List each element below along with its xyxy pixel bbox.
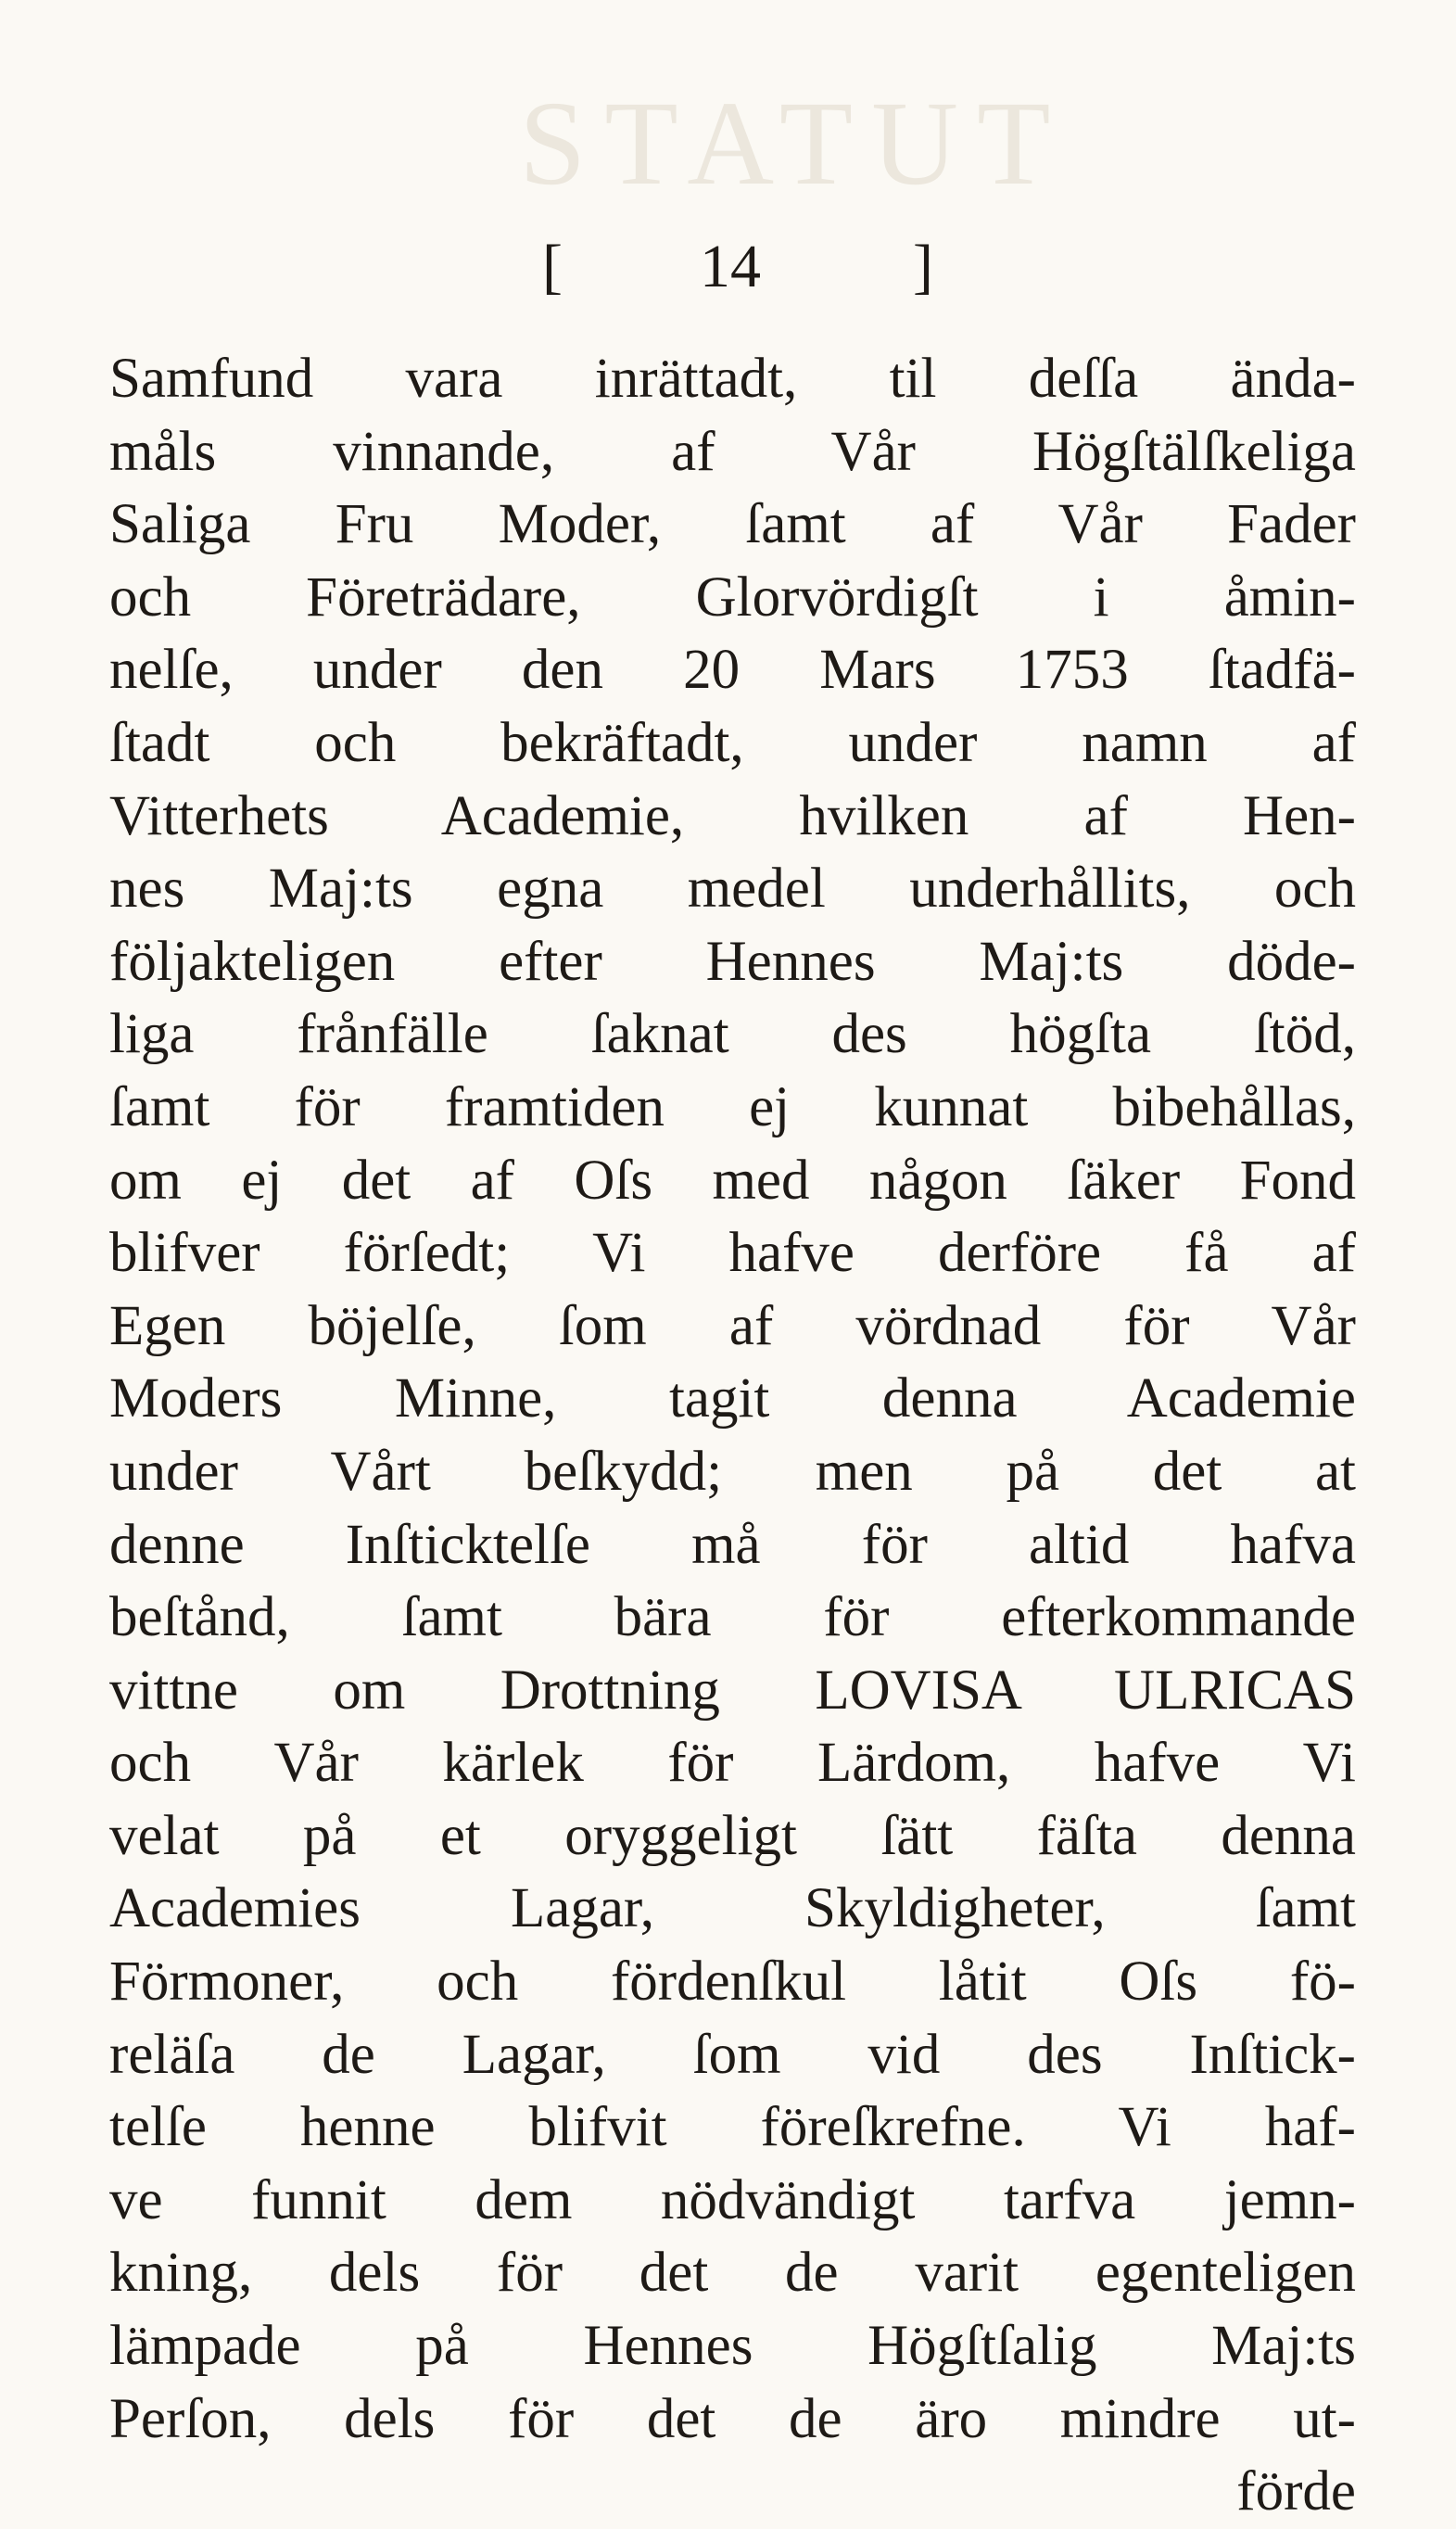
body-text	[109, 343, 1356, 2529]
text-line: liga frånfälle ſaknat des högſta ſtöd,	[109, 1003, 1356, 1066]
text-line: Förmoner, och fördenſkul låtit Oſs fö-	[109, 1951, 1356, 2014]
text-line: Saliga Fru Moder, ſamt af Vår Fader	[109, 493, 1356, 556]
text-line: beſtånd, ſamt bära för efterkommande	[109, 1586, 1356, 1649]
text-line: Samfund vara inrättadt, til deſſa ända-	[109, 348, 1356, 410]
text-line: kning, dels för det de varit egenteligen	[109, 2242, 1356, 2305]
text-line: reläſa de Lagar, ſom vid des Inſtick-	[109, 2023, 1356, 2086]
text-line: telſe henne blifvit föreſkrefne. Vi haf-	[109, 2096, 1356, 2159]
text-line: förde	[1236, 2460, 1356, 2523]
text-line: och Företrädare, Glorvördigſt i åmin-	[109, 566, 1356, 629]
text-line: Vitterhets Academie, hvilken af Hen-	[109, 784, 1356, 847]
text-line: nes Maj:ts egna medel underhållits, och	[109, 858, 1356, 921]
text-line: nelſe, under den 20 Mars 1753 ſtadfä-	[109, 639, 1356, 702]
show-through-text: STATUT	[519, 77, 1070, 210]
text-line: Egen böjelſe, ſom af vördnad för Vår	[109, 1294, 1356, 1357]
text-line: Academies Lagar, Skyldigheter, ſamt	[109, 1877, 1356, 1940]
text-line: om ej det af Oſs med någon ſäker Fond	[109, 1149, 1356, 1212]
text-line: vittne om Drottning LOVISA ULRICAS	[109, 1658, 1356, 1722]
text-line: ve funnit dem nödvändigt tarfva jemn-	[109, 2168, 1356, 2231]
text-line: Perſon, dels för det de äro mindre ut-	[109, 2387, 1356, 2450]
text-line: ſamt för framtiden ej kunnat bibehållas,	[109, 1075, 1356, 1138]
text-line: ſtadt och bekräftadt, under namn af	[109, 711, 1356, 774]
text-line: följakteligen efter Hennes Maj:ts döde-	[109, 930, 1356, 993]
text-line: blifver förſedt; Vi hafve derföre få af	[109, 1222, 1356, 1285]
page-number: 14	[700, 233, 761, 300]
header-bracket-open: [	[542, 233, 563, 300]
page-header	[0, 230, 1456, 304]
text-line: måls vinnande, af Vår Högſtälſkeliga	[109, 420, 1356, 483]
text-line: denne Inſticktelſe må för altid hafva	[109, 1513, 1356, 1576]
text-line: lämpade på Hennes Högſtſalig Maj:ts	[109, 2315, 1356, 2378]
header-bracket-close: ]	[913, 233, 933, 300]
text-line: under Vårt beſkydd; men på det at	[109, 1440, 1356, 1503]
text-line: och Vår kärlek för Lärdom, hafve Vi	[109, 1732, 1356, 1795]
text-line: velat på et oryggeligt ſätt fäſta denna	[109, 1804, 1356, 1867]
text-line: Moders Minne, tagit denna Academie	[109, 1367, 1356, 1430]
